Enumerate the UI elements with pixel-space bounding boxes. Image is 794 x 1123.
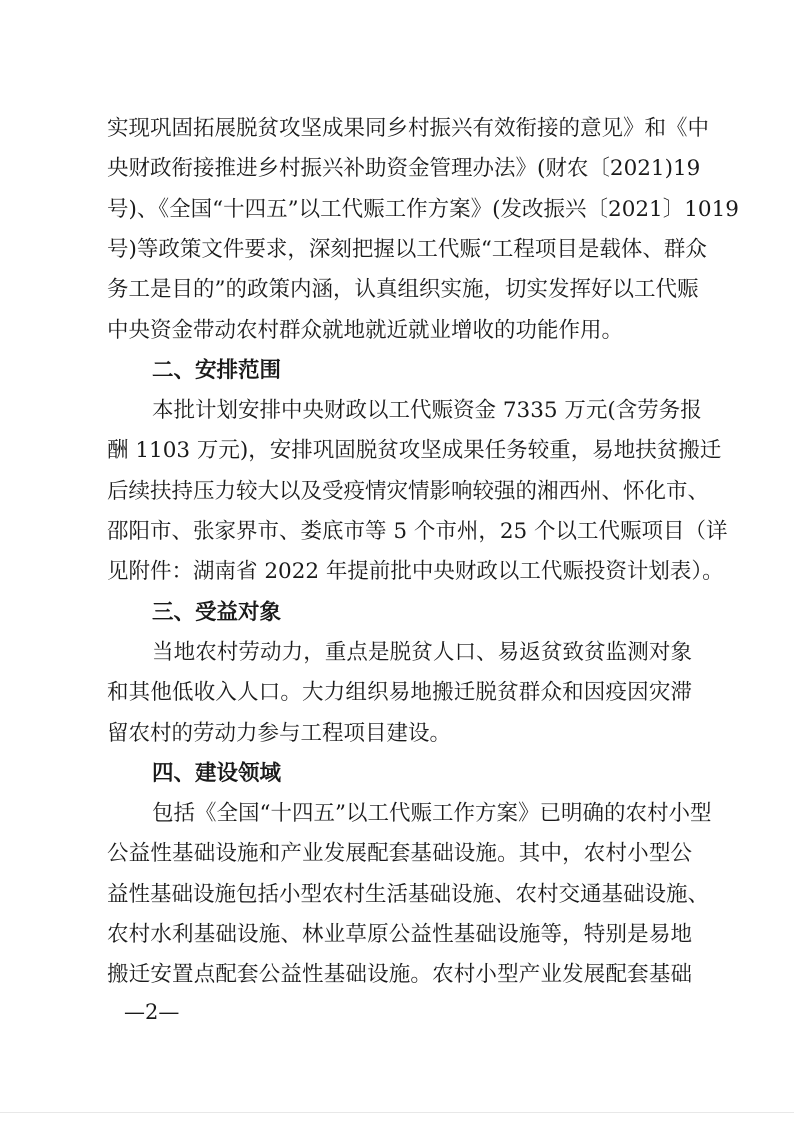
- section-heading-beneficiaries: 三、受益对象: [152, 600, 282, 625]
- text-line: 务工是目的”的政策内涵，认真组织实施，切实发挥好以工代赈: [107, 277, 699, 302]
- text-line: 农村水利基础设施、林业草原公益性基础设施等，特别是易地: [107, 922, 692, 947]
- text-line: 中央资金带动农村群众就地就近就业增收的功能作用。: [107, 318, 624, 343]
- section-heading-construction-fields: 四、建设领域: [152, 761, 282, 786]
- text-line: 号)等政策文件要求，深刻把握以工代赈“工程项目是载体、群众: [107, 237, 707, 262]
- text-line: 实现巩固拓展脱贫攻坚成果同乡村振兴有效衔接的意见》和《中: [107, 116, 710, 141]
- text-line: 酬 1103 万元)，安排巩固脱贫攻坚成果任务较重，易地扶贫搬迁: [107, 438, 722, 463]
- text-line: 当地农村劳动力，重点是脱贫人口、易返贫致贫监测对象: [152, 640, 692, 665]
- page-number: —2—: [124, 1000, 180, 1024]
- text-line: 央财政衔接推进乡村振兴补助资金管理办法》(财农〔2021)19: [107, 156, 701, 181]
- text-line: 号)、《全国“十四五”以工代赈工作方案》(发改振兴〔2021〕1019: [107, 197, 739, 222]
- page-bottom-edge: [0, 1112, 794, 1113]
- text-line: 后续扶持压力较大以及受疫情灾情影响较强的湘西州、怀化市、: [107, 479, 710, 504]
- text-line: 包括《全国“十四五”以工代赈工作方案》已明确的农村小型: [152, 801, 712, 826]
- text-line: 本批计划安排中央财政以工代赈资金 7335 万元(含劳务报: [152, 398, 702, 423]
- text-line: 留农村的劳动力参与工程项目建设。: [107, 721, 452, 746]
- text-line: 见附件：湖南省 2022 年提前批中央财政以工代赈投资计划表）。: [107, 559, 724, 584]
- text-line: 公益性基础设施和产业发展配套基础设施。其中，农村小型公: [107, 841, 692, 866]
- section-heading-arrangement-scope: 二、安排范围: [152, 358, 282, 383]
- text-line: 益性基础设施包括小型农村生活基础设施、农村交通基础设施、: [107, 882, 710, 907]
- text-line: 搬迁安置点配套公益性基础设施。农村小型产业发展配套基础: [107, 962, 692, 987]
- text-line: 邵阳市、张家界市、娄底市等 5 个市州，25 个以工代赈项目（详: [107, 519, 728, 544]
- text-line: 和其他低收入人口。大力组织易地搬迁脱贫群众和因疫因灾滞: [107, 680, 692, 705]
